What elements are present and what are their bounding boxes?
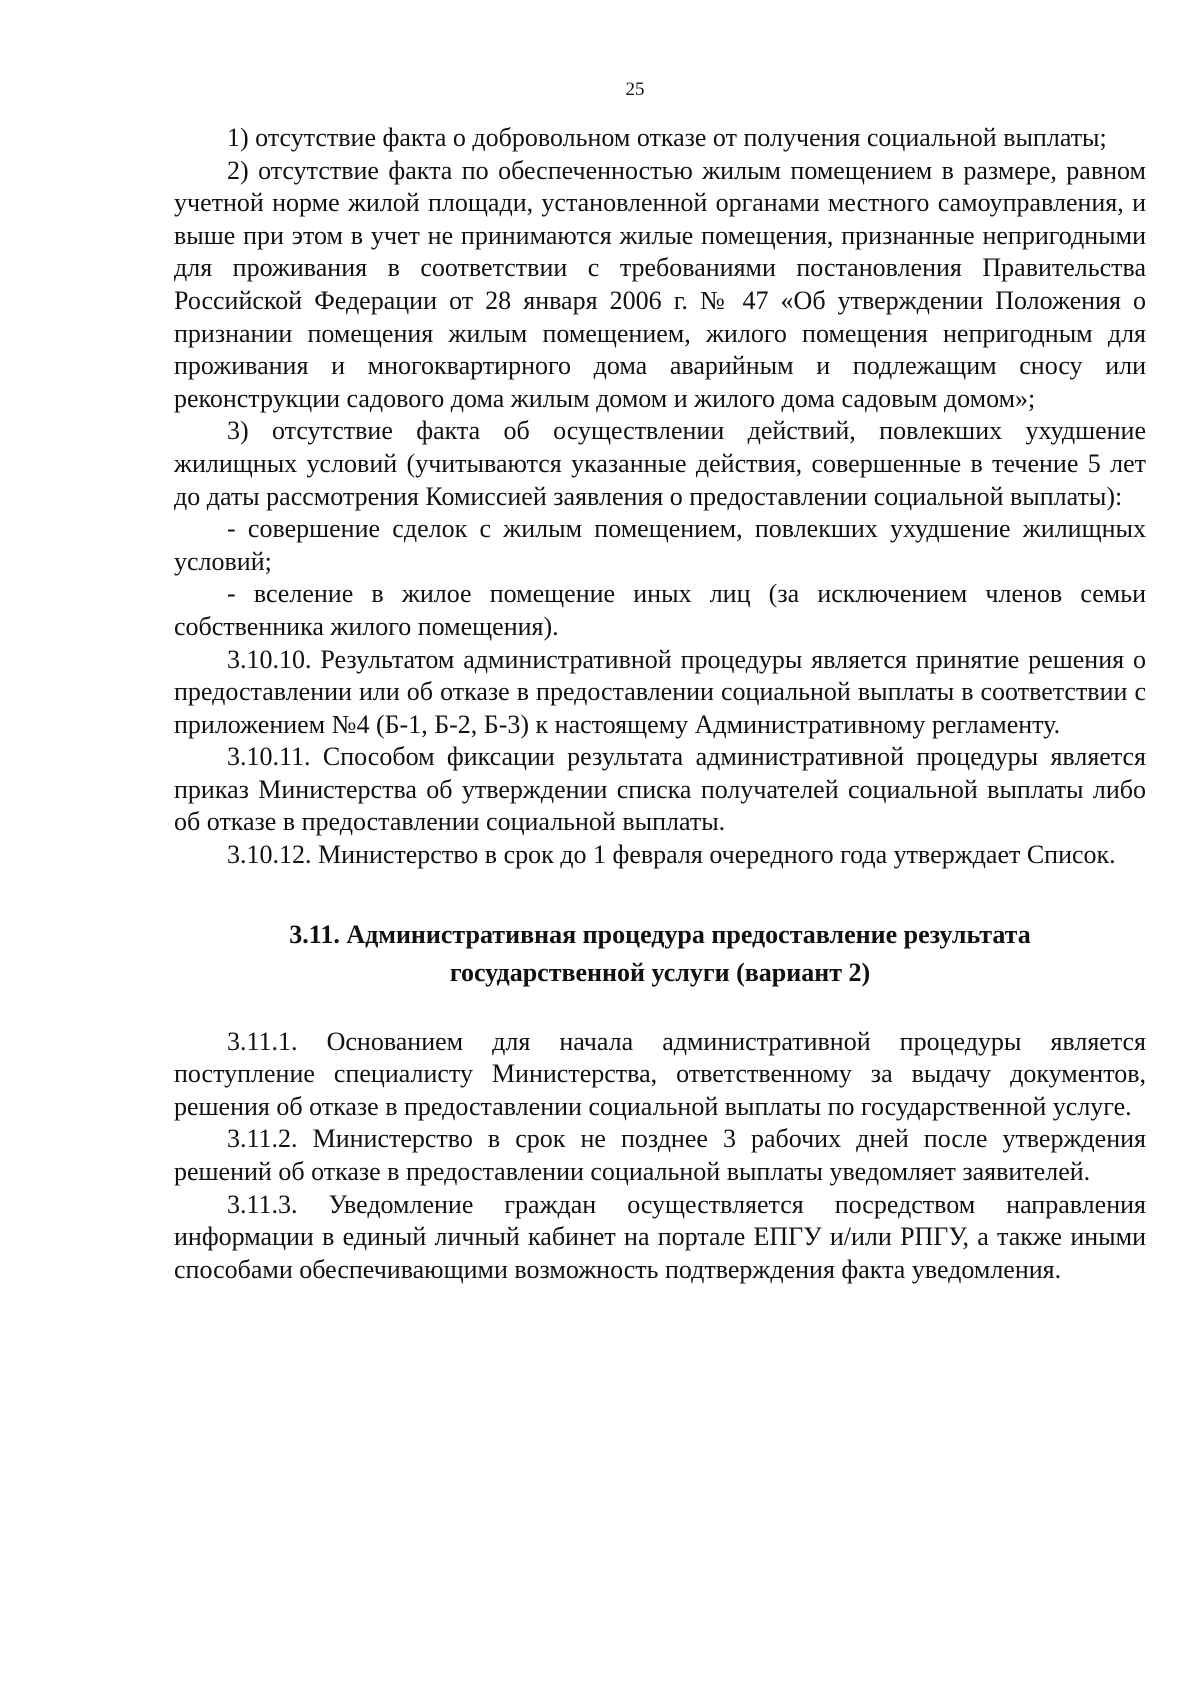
paragraph-condition-1: 1) отсутствие факта о добровольном отказе от получения социальной выплаты; [227, 123, 1107, 152]
paragraph-3-10-10: 3.10.10. Результатом административной процедуры является принятие решения о предоставлении или об отказе в предоставлении социальной выплаты в соответствии с приложением №4 (Б-1, Б-2, Б-3) к настоящему Административному регламенту. [174, 644, 1146, 739]
document-body [174, 122, 1146, 1286]
paragraph-3-11-3: 3.11.3. Уведомление граждан осуществляется посредством направления информации в единый личный кабинет на портале ЕПГУ и/или РПГУ, а также иными способами обеспечивающими возможность подтверждения факта уведомления. [174, 1189, 1146, 1284]
paragraph-dash-residents: - вселение в жилое помещение иных лиц (за исключением членов семьи собственника жилого помещения). [174, 579, 1146, 641]
paragraph-dash-transactions: - совершение сделок с жилым помещением, повлекших ухудшение жилищных условий; [174, 514, 1146, 576]
section-heading-3-11: 3.11. Административная процедура предоставление результата государственной услуги (вариант 2) [289, 919, 1031, 987]
paragraph-3-10-12: 3.10.12. Министерство в срок до 1 февраля очередного года утверждает Список. [227, 840, 1116, 870]
paragraph-3-10-11: 3.10.11. Способом фиксации результата административной процедуры является приказ Министерства об утверждении списка получателей социальной выплаты либо об отказе в предоставлении социальной выплаты. [174, 742, 1146, 837]
paragraph-3-11-1: 3.11.1. Основанием для начала административной процедуры является поступление специалисту Министерства, ответственному за выдачу документов, решения об отказе в предоставлении социальной выплаты по государственной услуге. [174, 1026, 1146, 1121]
page-number: 25 [625, 79, 645, 100]
paragraph-3-11-2: 3.11.2. Министерство в срок не позднее 3 рабочих дней после утверждения решений об отказе в предоставлении социальной выплаты уведомляет заявителей. [174, 1124, 1146, 1187]
paragraph-condition-2: 2) отсутствие факта по обеспеченностью жилым помещением в размере, равном учетной норме жилой площади, установленной органами местного самоуправления, и выше при этом в учет не принимаются жилые помещения, признанные непригодными для проживания в соответствии с требованиями постановления Правительства Российской Федерации от 28 января 2006 г. № 47 «Об утверждении Положения о признании помещения жилым помещением, жилого помещения непригодным для проживания и многоквартирного дома аварийным и подлежащим сносу или реконструкции садового дома жилым домом и жилого дома садовым домом»; [174, 155, 1146, 413]
paragraph-condition-3: 3) отсутствие факта об осуществлении действий, повлекших ухудшение жилищных условий (учитываются указанные действия, совершенные в течение 5 лет до даты рассмотрения Комиссией заявления о предоставлении социальной выплаты): [174, 416, 1146, 511]
